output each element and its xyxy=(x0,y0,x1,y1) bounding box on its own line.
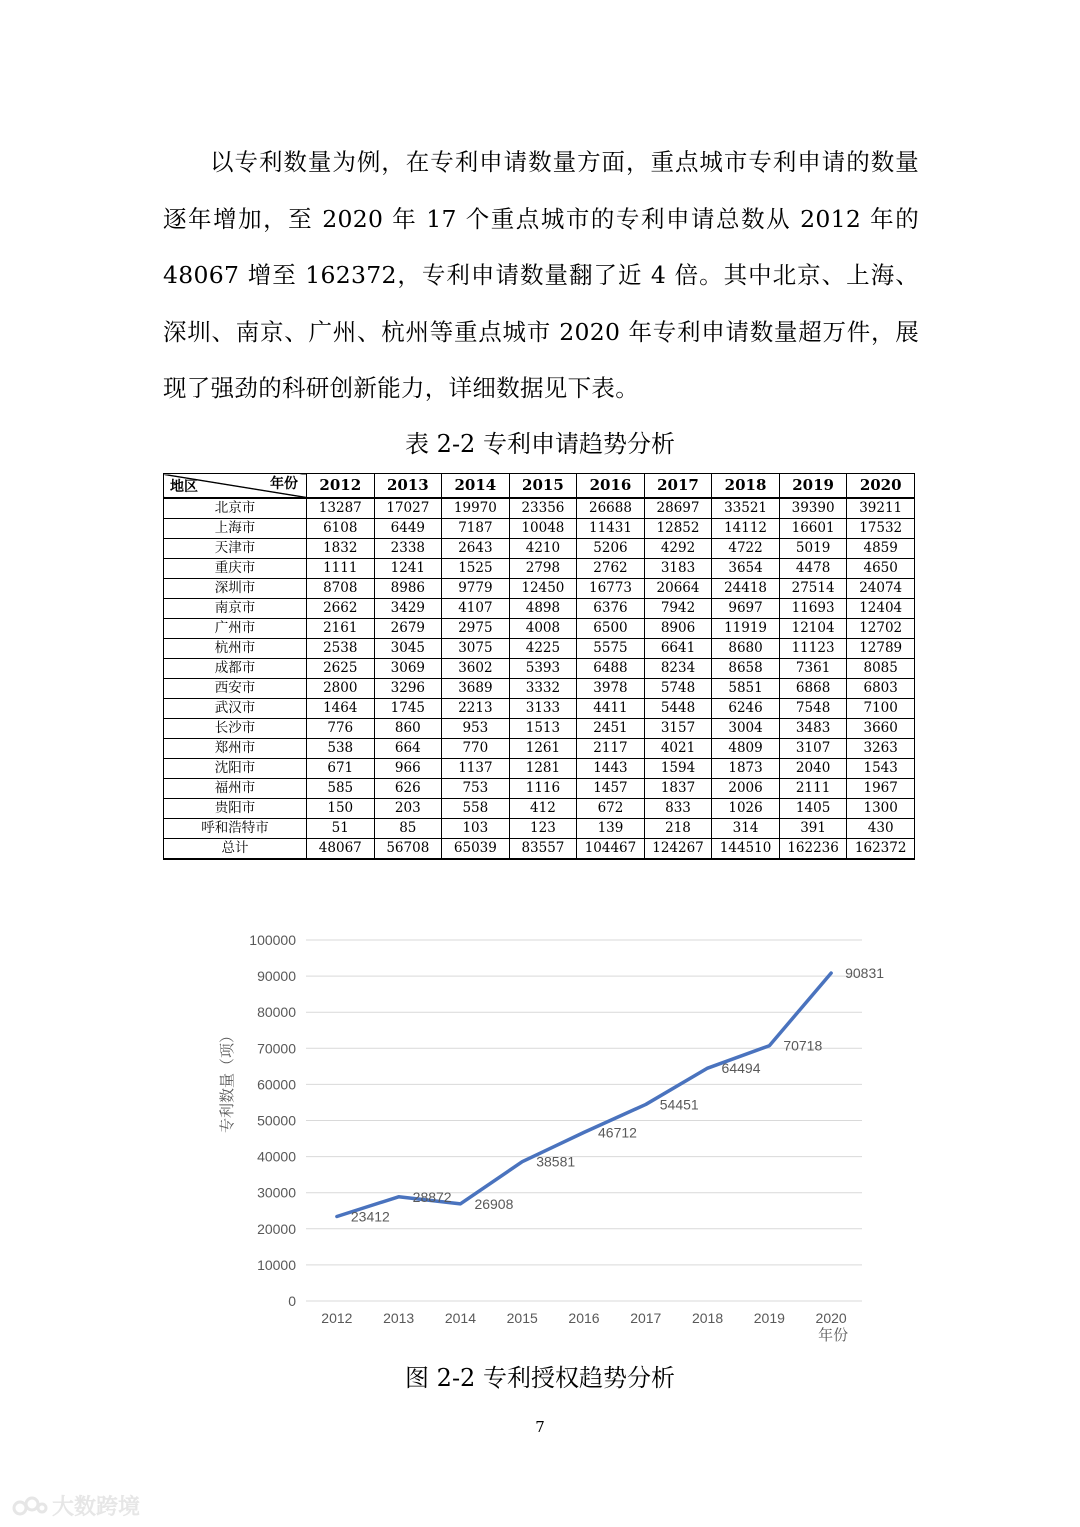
table-cell: 7548 xyxy=(779,699,847,719)
total-cell: 162236 xyxy=(779,839,847,860)
table-row xyxy=(164,799,915,819)
table-cell: 39211 xyxy=(847,498,915,519)
table-cell: 5851 xyxy=(712,679,780,699)
table-cell: 103 xyxy=(442,819,510,839)
table-cell: 8085 xyxy=(847,659,915,679)
table-cell: 11919 xyxy=(712,619,780,639)
table-row xyxy=(164,659,915,679)
table-row xyxy=(164,739,915,759)
region-name: 重庆市 xyxy=(164,559,307,579)
table-cell: 860 xyxy=(374,719,442,739)
watermark xyxy=(12,1490,140,1521)
table-row xyxy=(164,498,915,519)
table-cell: 1111 xyxy=(307,559,375,579)
y-tick-label: 10000 xyxy=(257,1256,296,1273)
table-cell: 150 xyxy=(307,799,375,819)
table-cell: 6803 xyxy=(847,679,915,699)
table-row xyxy=(164,579,915,599)
table-cell: 833 xyxy=(644,799,712,819)
table-cell: 8906 xyxy=(644,619,712,639)
table-cell: 1832 xyxy=(307,539,375,559)
data-label: 90831 xyxy=(845,965,885,982)
table-cell: 17532 xyxy=(847,519,915,539)
table-cell: 6108 xyxy=(307,519,375,539)
total-cell: 124267 xyxy=(644,839,712,860)
y-axis-label: 专利数量（项） xyxy=(219,1027,236,1134)
table-cell: 12404 xyxy=(847,599,915,619)
table-cell: 6376 xyxy=(577,599,645,619)
table-cell: 9779 xyxy=(442,579,510,599)
table-cell: 412 xyxy=(509,799,577,819)
table-cell: 1525 xyxy=(442,559,510,579)
table-cell: 585 xyxy=(307,779,375,799)
table-cell: 9697 xyxy=(712,599,780,619)
table-cell: 7187 xyxy=(442,519,510,539)
table-cell: 7100 xyxy=(847,699,915,719)
table-cell: 4650 xyxy=(847,559,915,579)
table-cell: 3157 xyxy=(644,719,712,739)
table-cell: 4898 xyxy=(509,599,577,619)
table-cell: 17027 xyxy=(374,498,442,519)
table-cell: 33521 xyxy=(712,498,780,519)
data-label: 28872 xyxy=(412,1188,452,1205)
region-name: 南京市 xyxy=(164,599,307,619)
table-cell: 966 xyxy=(374,759,442,779)
region-name: 西安市 xyxy=(164,679,307,699)
region-name: 成都市 xyxy=(164,659,307,679)
table-cell: 1745 xyxy=(374,699,442,719)
table-cell: 1281 xyxy=(509,759,577,779)
x-tick-label: 2013 xyxy=(383,1310,415,1326)
table-cell: 953 xyxy=(442,719,510,739)
table-cell: 1543 xyxy=(847,759,915,779)
table-cell: 1026 xyxy=(712,799,780,819)
table-cell: 8658 xyxy=(712,659,780,679)
total-cell: 56708 xyxy=(374,839,442,860)
table-cell: 27514 xyxy=(779,579,847,599)
year-header: 2018 xyxy=(712,474,780,499)
table-cell: 1513 xyxy=(509,719,577,739)
y-tick-label: 50000 xyxy=(257,1112,296,1129)
year-header: 2016 xyxy=(577,474,645,499)
table-cell: 4411 xyxy=(577,699,645,719)
table-cell: 1464 xyxy=(307,699,375,719)
table-header-row xyxy=(164,474,915,499)
table-cell: 314 xyxy=(712,819,780,839)
total-cell: 104467 xyxy=(577,839,645,860)
series-line xyxy=(337,973,831,1216)
y-tick-label: 20000 xyxy=(257,1220,296,1237)
table-cell: 4008 xyxy=(509,619,577,639)
table-cell: 203 xyxy=(374,799,442,819)
region-name: 沈阳市 xyxy=(164,759,307,779)
table-cell: 12702 xyxy=(847,619,915,639)
table-cell: 2538 xyxy=(307,639,375,659)
table-cell: 123 xyxy=(509,819,577,839)
table-cell: 16773 xyxy=(577,579,645,599)
table-cell: 1594 xyxy=(644,759,712,779)
table-cell: 3483 xyxy=(779,719,847,739)
region-name: 郑州市 xyxy=(164,739,307,759)
table-cell: 28697 xyxy=(644,498,712,519)
table-cell: 2798 xyxy=(509,559,577,579)
table-row xyxy=(164,599,915,619)
table-cell: 14112 xyxy=(712,519,780,539)
table-cell: 4021 xyxy=(644,739,712,759)
year-header: 2012 xyxy=(307,474,375,499)
table-cell: 3978 xyxy=(577,679,645,699)
table-cell: 3689 xyxy=(442,679,510,699)
table-cell: 2111 xyxy=(779,779,847,799)
table-cell: 4859 xyxy=(847,539,915,559)
table-cell: 3332 xyxy=(509,679,577,699)
table-cell: 11123 xyxy=(779,639,847,659)
table-cell: 4292 xyxy=(644,539,712,559)
table-cell: 12450 xyxy=(509,579,577,599)
year-header: 2019 xyxy=(779,474,847,499)
y-tick-label: 30000 xyxy=(257,1184,296,1201)
table-cell: 2161 xyxy=(307,619,375,639)
table-cell: 2662 xyxy=(307,599,375,619)
x-tick-label: 2012 xyxy=(321,1310,353,1326)
table-cell: 20664 xyxy=(644,579,712,599)
table-cell: 2625 xyxy=(307,659,375,679)
table-cell: 3133 xyxy=(509,699,577,719)
table-cell: 8986 xyxy=(374,579,442,599)
table-row xyxy=(164,559,915,579)
table-cell: 3263 xyxy=(847,739,915,759)
table-cell: 8680 xyxy=(712,639,780,659)
region-name: 长沙市 xyxy=(164,719,307,739)
table-cell: 51 xyxy=(307,819,375,839)
table-cell: 7361 xyxy=(779,659,847,679)
table-cell: 558 xyxy=(442,799,510,819)
table-cell: 3602 xyxy=(442,659,510,679)
table-cell: 664 xyxy=(374,739,442,759)
table-row xyxy=(164,679,915,699)
table-cell: 2451 xyxy=(577,719,645,739)
total-row xyxy=(164,839,915,860)
table-cell: 1405 xyxy=(779,799,847,819)
table-cell: 7942 xyxy=(644,599,712,619)
table-cell: 776 xyxy=(307,719,375,739)
total-cell: 162372 xyxy=(847,839,915,860)
region-name: 上海市 xyxy=(164,519,307,539)
table-cell: 19970 xyxy=(442,498,510,519)
table-cell: 6488 xyxy=(577,659,645,679)
table-row xyxy=(164,619,915,639)
region-name: 贵阳市 xyxy=(164,799,307,819)
table-row xyxy=(164,519,915,539)
body-paragraph: 以专利数量为例，在专利申请数量方面，重点城市专利申请的数量逐年增加，至 2020 年 17 个重点城市的专利申请总数从 2012 年的 48067 增至 162372，专利申请数量翻了近 4 倍。其中北京、上海、深圳、南京、广州、杭州等重点城市 2020 年专利申请数量超万件，展现了强劲的科研创新能力，详细数据见下表。 xyxy=(163,148,919,402)
table-cell: 6868 xyxy=(779,679,847,699)
watermark-logo-icon xyxy=(12,1494,48,1518)
table-cell: 16601 xyxy=(779,519,847,539)
y-tick-label: 100000 xyxy=(249,932,296,948)
table-cell: 39390 xyxy=(779,498,847,519)
data-label: 38581 xyxy=(536,1153,576,1170)
total-cell: 144510 xyxy=(712,839,780,860)
table-cell: 218 xyxy=(644,819,712,839)
table-cell: 1261 xyxy=(509,739,577,759)
table-cell: 24418 xyxy=(712,579,780,599)
y-tick-label: 70000 xyxy=(257,1040,296,1057)
table-cell: 4809 xyxy=(712,739,780,759)
table-cell: 12852 xyxy=(644,519,712,539)
table-cell: 2679 xyxy=(374,619,442,639)
y-tick-label: 40000 xyxy=(257,1148,296,1165)
table-row xyxy=(164,539,915,559)
table-cell: 391 xyxy=(779,819,847,839)
data-label: 23412 xyxy=(350,1208,390,1225)
table-cell: 3069 xyxy=(374,659,442,679)
table-cell: 1457 xyxy=(577,779,645,799)
table-cell: 1300 xyxy=(847,799,915,819)
table-corner-header xyxy=(164,474,307,499)
table-cell: 5206 xyxy=(577,539,645,559)
table-cell: 1837 xyxy=(644,779,712,799)
table-cell: 1967 xyxy=(847,779,915,799)
watermark-text: 大数跨境 xyxy=(52,1495,141,1520)
x-tick-label: 2015 xyxy=(506,1310,538,1326)
table-cell: 4210 xyxy=(509,539,577,559)
x-tick-label: 2020 xyxy=(815,1310,847,1326)
x-tick-label: 2014 xyxy=(444,1310,477,1326)
table-cell: 5448 xyxy=(644,699,712,719)
table-cell: 2643 xyxy=(442,539,510,559)
table-cell: 6641 xyxy=(644,639,712,659)
table-cell: 5019 xyxy=(779,539,847,559)
table-cell: 3654 xyxy=(712,559,780,579)
corner-year-label: 年份 xyxy=(270,476,298,492)
table-cell: 538 xyxy=(307,739,375,759)
table-cell: 3004 xyxy=(712,719,780,739)
table-cell: 10048 xyxy=(509,519,577,539)
region-name: 深圳市 xyxy=(164,579,307,599)
data-label: 46712 xyxy=(598,1124,637,1141)
figure-caption: 图 2-2 专利授权趋势分析 xyxy=(405,1364,675,1392)
table-cell: 2975 xyxy=(442,619,510,639)
corner-region-label: 地区 xyxy=(170,479,198,495)
table-cell: 430 xyxy=(847,819,915,839)
y-tick-label: 80000 xyxy=(257,1004,296,1021)
table-cell: 11431 xyxy=(577,519,645,539)
region-name: 武汉市 xyxy=(164,699,307,719)
table-cell: 2117 xyxy=(577,739,645,759)
table-cell: 6246 xyxy=(712,699,780,719)
table-row xyxy=(164,639,915,659)
table-cell: 2040 xyxy=(779,759,847,779)
total-label: 总计 xyxy=(164,839,307,860)
year-header: 2014 xyxy=(442,474,510,499)
table-cell: 12789 xyxy=(847,639,915,659)
table-cell: 2338 xyxy=(374,539,442,559)
table-cell: 671 xyxy=(307,759,375,779)
table-cell: 5393 xyxy=(509,659,577,679)
table-cell: 753 xyxy=(442,779,510,799)
total-cell: 83557 xyxy=(509,839,577,860)
table-cell: 8708 xyxy=(307,579,375,599)
x-tick-label: 2016 xyxy=(568,1310,600,1326)
data-label: 26908 xyxy=(474,1195,514,1212)
region-name: 杭州市 xyxy=(164,639,307,659)
table-cell: 4107 xyxy=(442,599,510,619)
table-row xyxy=(164,779,915,799)
table-cell: 1443 xyxy=(577,759,645,779)
table-cell: 5748 xyxy=(644,679,712,699)
table-caption: 表 2-2 专利申请趋势分析 xyxy=(405,430,675,458)
year-header: 2013 xyxy=(374,474,442,499)
table-cell: 8234 xyxy=(644,659,712,679)
region-name: 广州市 xyxy=(164,619,307,639)
x-tick-label: 2017 xyxy=(630,1310,662,1326)
table-cell: 2213 xyxy=(442,699,510,719)
table-cell: 139 xyxy=(577,819,645,839)
x-tick-label: 2018 xyxy=(691,1310,724,1326)
total-cell: 65039 xyxy=(442,839,510,860)
table-cell: 1137 xyxy=(442,759,510,779)
table-cell: 672 xyxy=(577,799,645,819)
region-name: 福州市 xyxy=(164,779,307,799)
table-cell: 23356 xyxy=(509,498,577,519)
patent-application-table xyxy=(163,473,915,860)
table-cell: 770 xyxy=(442,739,510,759)
table-row xyxy=(164,819,915,839)
table-cell: 3075 xyxy=(442,639,510,659)
table-cell: 1873 xyxy=(712,759,780,779)
table-cell: 6449 xyxy=(374,519,442,539)
table-cell: 3296 xyxy=(374,679,442,699)
region-name: 呼和浩特市 xyxy=(164,819,307,839)
table-row xyxy=(164,719,915,739)
table-cell: 4478 xyxy=(779,559,847,579)
year-header: 2017 xyxy=(644,474,712,499)
region-name: 北京市 xyxy=(164,498,307,519)
data-label: 64494 xyxy=(721,1060,761,1077)
total-cell: 48067 xyxy=(307,839,375,860)
table-cell: 6500 xyxy=(577,619,645,639)
table-row xyxy=(164,759,915,779)
table-cell: 3107 xyxy=(779,739,847,759)
table-cell: 5575 xyxy=(577,639,645,659)
data-label: 54451 xyxy=(659,1096,699,1113)
year-header: 2015 xyxy=(509,474,577,499)
table-body xyxy=(164,498,915,859)
table-cell: 1116 xyxy=(509,779,577,799)
y-tick-label: 60000 xyxy=(257,1076,296,1093)
table-cell: 626 xyxy=(374,779,442,799)
table-cell: 2006 xyxy=(712,779,780,799)
table-cell: 13287 xyxy=(307,498,375,519)
table-cell: 85 xyxy=(374,819,442,839)
table-cell: 2800 xyxy=(307,679,375,699)
table-cell: 1241 xyxy=(374,559,442,579)
table-cell: 4225 xyxy=(509,639,577,659)
y-tick-label: 90000 xyxy=(257,968,296,985)
y-tick-label: 0 xyxy=(288,1293,296,1309)
x-axis-label: 年份 xyxy=(818,1327,849,1344)
data-label: 70718 xyxy=(783,1037,823,1054)
table-cell: 3660 xyxy=(847,719,915,739)
patent-grant-line-chart xyxy=(210,920,890,1350)
table-row xyxy=(164,699,915,719)
table-cell: 11693 xyxy=(779,599,847,619)
x-tick-label: 2019 xyxy=(753,1310,785,1326)
table-cell: 24074 xyxy=(847,579,915,599)
table-cell: 2762 xyxy=(577,559,645,579)
table-cell: 26688 xyxy=(577,498,645,519)
year-header: 2020 xyxy=(847,474,915,499)
page-number: 7 xyxy=(535,1418,545,1436)
table-cell: 4722 xyxy=(712,539,780,559)
table-cell: 3045 xyxy=(374,639,442,659)
table-cell: 12104 xyxy=(779,619,847,639)
table-cell: 3429 xyxy=(374,599,442,619)
table-cell: 3183 xyxy=(644,559,712,579)
region-name: 天津市 xyxy=(164,539,307,559)
